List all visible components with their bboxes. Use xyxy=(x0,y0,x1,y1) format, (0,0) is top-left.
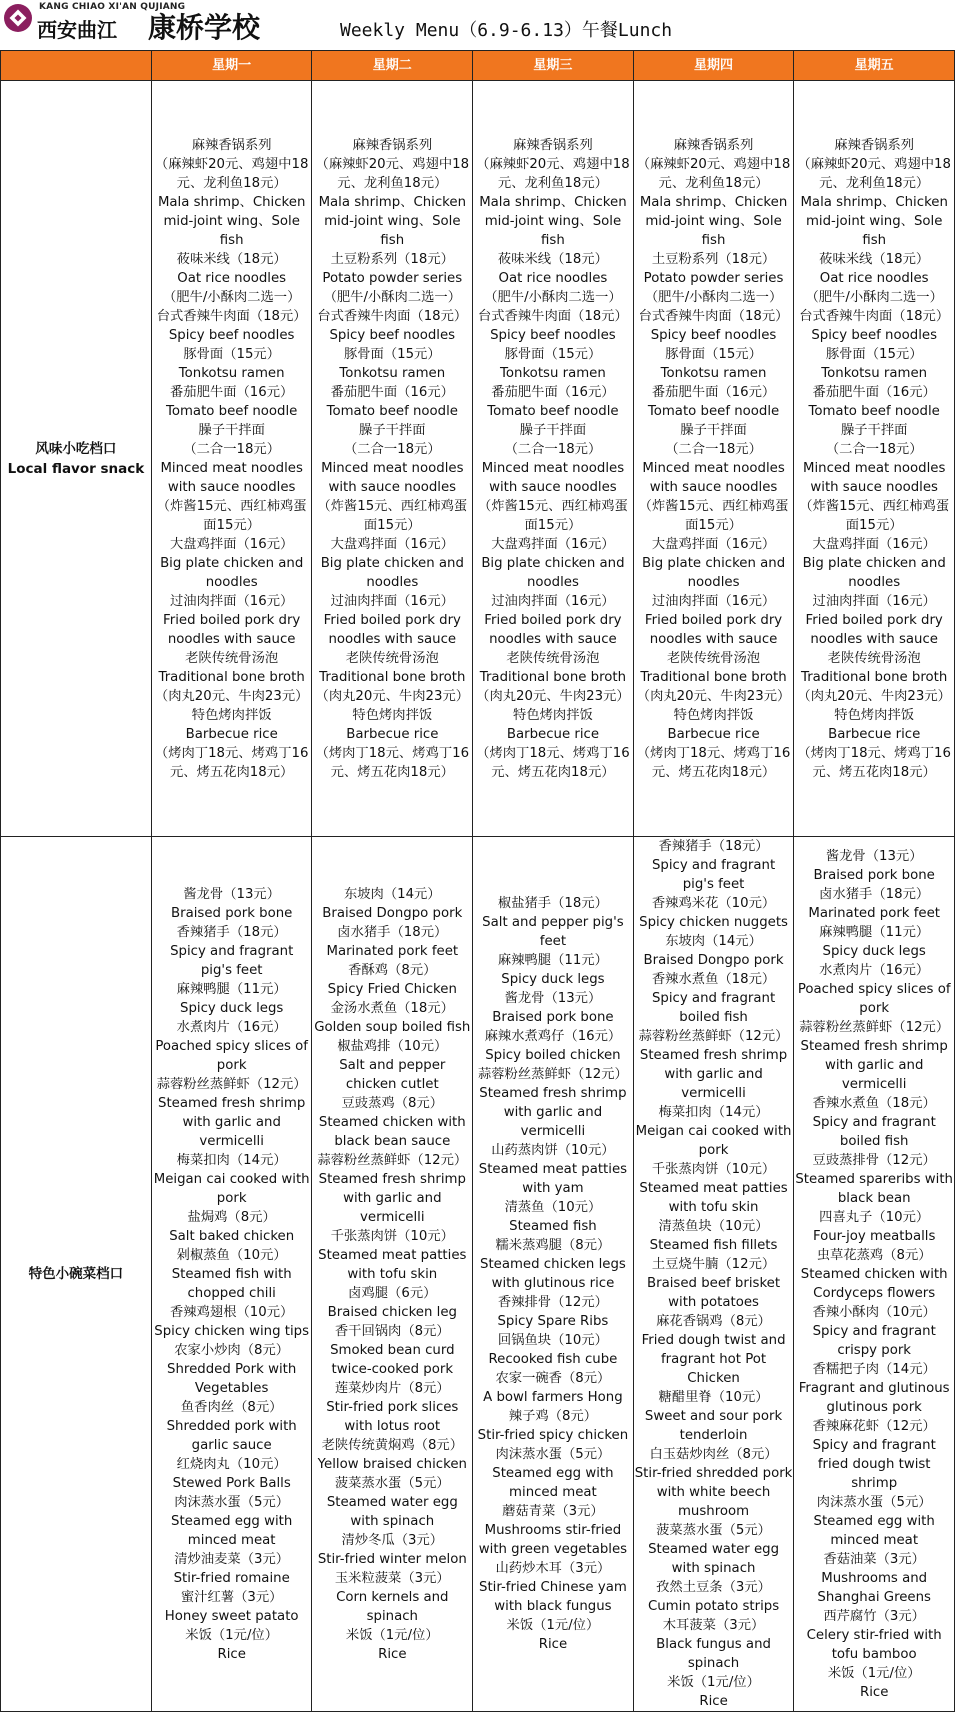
page-title: Weekly Menu（6.9-6.13）午餐Lunch xyxy=(340,20,673,41)
day-header-fri: 星期五 xyxy=(794,51,955,81)
logo-chinese-text-b: 康桥学校 xyxy=(148,11,261,44)
day-header-thu: 星期四 xyxy=(633,51,794,81)
day-header-mon: 星期一 xyxy=(151,51,312,81)
menu-cell-snack-thu: 麻辣香锅系列 （麻辣虾20元、鸡翅中18元、龙利鱼18元） Mala shrimp、Chicken mid-joint wing、Sole fish 土豆粉系列（18元） Potato powder series （肥牛/小酥肉二选一） 台式香辣牛肉面（18元） Spicy beef noodles 豚骨面（15元） Tonkotsu ramen 番茄肥牛面（16元） Tomato beef noodle 臊子干拌面 （二合一18元） Minced meat noodles with sauce noodles （炸酱15元、西红柿鸡蛋面15元） 大盘鸡拌面（16元） Big plate chicken and noodles 过油肉拌面（16元） Fried boiled pork dry noodles with sauce 老陕传统骨汤泡 Traditional bone broth （肉丸20元、牛肉23元） 特色烤肉拌饭 Barbecue rice （烤肉丁18元、烤鸡丁16元、烤五花肉18元） xyxy=(633,81,794,837)
page-header xyxy=(0,0,955,50)
menu-cell-snack-wed: 麻辣香锅系列 （麻辣虾20元、鸡翅中18元、龙利鱼18元） Mala shrimp、Chicken mid-joint wing、Sole fish 莜味米线（18元） Oat rice noodles （肥牛/小酥肉二选一） 台式香辣牛肉面（18元） Spicy beef noodles 豚骨面（15元） Tonkotsu ramen 番茄肥牛面（16元） Tomato beef noodle 臊子干拌面 （二合一18元） Minced meat noodles with sauce noodles （炸酱15元、西红柿鸡蛋面15元） 大盘鸡拌面（16元） Big plate chicken and noodles 过油肉拌面（16元） Fried boiled pork dry noodles with sauce 老陕传统骨汤泡 Traditional bone broth （肉丸20元、牛肉23元） 特色烤肉拌饭 Barbecue rice （烤肉丁18元、烤鸡丁16元、烤五花肉18元） xyxy=(473,81,634,837)
small-bowl-stall-row xyxy=(1,837,955,1712)
category-snack-stall: 风味小吃档口 Local flavor snack xyxy=(1,81,152,837)
menu-cell-snack-fri: 麻辣香锅系列 （麻辣虾20元、鸡翅中18元、龙利鱼18元） Mala shrimp、Chicken mid-joint wing、Sole fish 莜味米线（18元） Oat rice noodles （肥牛/小酥肉二选一） 台式香辣牛肉面（18元） Spicy beef noodles 豚骨面（15元） Tonkotsu ramen 番茄肥牛面（16元） Tomato beef noodle 臊子干拌面 （二合一18元） Minced meat noodles with sauce noodles （炸酱15元、西红柿鸡蛋面15元） 大盘鸡拌面（16元） Big plate chicken and noodles 过油肉拌面（16元） Fried boiled pork dry noodles with sauce 老陕传统骨汤泡 Traditional bone broth （肉丸20元、牛肉23元） 特色烤肉拌饭 Barbecue rice （烤肉丁18元、烤鸡丁16元、烤五花肉18元） xyxy=(794,81,955,837)
snack-stall-row xyxy=(1,81,955,837)
menu-cell-bowl-mon: 酱龙骨（13元） Braised pork bone 香辣猪手（18元） Spicy and fragrant pig's feet 麻辣鸭腿（11元） Spicy duck legs 水煮肉片（16元） Poached spicy slices of pork 蒜蓉粉丝蒸鲜虾（12元） Steamed fresh shrimp with garlic and vermicelli 梅菜扣肉（14元） Meigan cai cooked with pork 盐焗鸡（8元） Salt baked chicken 剁椒蒸鱼（10元） Steamed fish with chopped chili 香辣鸡翅根（10元） Spicy chicken wing tips 农家小炒肉（8元） Shredded Pork with Vegetables 鱼香肉丝（8元） Shredded pork with garlic sauce 红烧肉丸（10元） Stewed Pork Balls 肉沫蒸水蛋（5元） Steamed egg with minced meat 清炒油麦菜（3元） Stir-fried romaine 蜜汁红薯（3元） Honey sweet patato 米饭（1元/位） Rice xyxy=(151,837,312,1712)
day-header-wed: 星期三 xyxy=(473,51,634,81)
menu-cell-bowl-thu: 香辣猪手（18元） Spicy and fragrant pig's feet 香辣鸡米花（10元） Spicy chicken nuggets 东坡肉（14元） Braised Dongpo pork 香辣水煮鱼（18元） Spicy and fragrant boiled fish 蒜蓉粉丝蒸鲜虾（12元） Steamed fresh shrimp with garlic and vermicelli 梅菜扣肉（14元） Meigan cai cooked with pork 千张蒸肉饼（10元） Steamed meat patties with tofu skin 清蒸鱼块（10元） Steamed fish fillets 土豆烧牛腩（12元） Braised beef brisket with potatoes 麻花香锅鸡（8元） Fried dough twist and fragrant hot Pot Chicken 糖醋里脊（10元） Sweet and sour pork tenderloin 白玉菇炒肉丝（8元） Stir-fried shredded pork with white beech mushroom 菠菜蒸水蛋（5元） Steamed water egg with spinach 孜然土豆条（3元） Cumin potato strips 木耳菠菜（3元） Black fungus and spinach 米饭（1元/位） Rice xyxy=(633,837,794,1712)
school-logo-icon xyxy=(3,3,33,33)
category-small-bowl-stall: 特色小碗菜档口 xyxy=(1,837,152,1712)
logo-english-text: KANG CHIAO XI'AN QUJIANG xyxy=(39,2,186,12)
corner-cell xyxy=(1,51,152,81)
menu-cell-bowl-tue: 东坡肉（14元） Braised Dongpo pork 卤水猪手（18元） Marinated pork feet 香酥鸡（8元） Spicy Fried Chicken 金汤水煮鱼（18元） Golden soup boiled fish 椒盐鸡排（10元） Salt and pepper chicken cutlet 豆豉蒸鸡（8元） Steamed chicken with black bean sauce 蒜蓉粉丝蒸鲜虾（12元） Steamed fresh shrimp with garlic and vermicelli 千张蒸肉饼（10元） Steamed meat patties with tofu skin 卤鸡腿（6元） Braised chicken leg 香干回锅肉（8元） Smoked bean curd twice-cooked pork 莲菜炒肉片（8元） Stir-fried pork slices with lotus root 老陕传统黄焖鸡（8元） Yellow braised chicken 菠菜蒸水蛋（5元） Steamed water egg with spinach 清炒冬瓜（3元） Stir-fried winter melon 玉米粒菠菜（3元） Corn kernels and spinach 米饭（1元/位） Rice xyxy=(312,837,473,1712)
day-header-tue: 星期二 xyxy=(312,51,473,81)
day-header-row xyxy=(1,51,955,81)
menu-cell-snack-tue: 麻辣香锅系列 （麻辣虾20元、鸡翅中18元、龙利鱼18元） Mala shrimp、Chicken mid-joint wing、Sole fish 土豆粉系列（18元） Potato powder series （肥牛/小酥肉二选一） 台式香辣牛肉面（18元） Spicy beef noodles 豚骨面（15元） Tonkotsu ramen 番茄肥牛面（16元） Tomato beef noodle 臊子干拌面 （二合一18元） Minced meat noodles with sauce noodles （炸酱15元、西红柿鸡蛋面15元） 大盘鸡拌面（16元） Big plate chicken and noodles 过油肉拌面（16元） Fried boiled pork dry noodles with sauce 老陕传统骨汤泡 Traditional bone broth （肉丸20元、牛肉23元） 特色烤肉拌饭 Barbecue rice （烤肉丁18元、烤鸡丁16元、烤五花肉18元） xyxy=(312,81,473,837)
menu-table xyxy=(0,50,955,1712)
menu-cell-bowl-wed: 椒盐猪手（18元） Salt and pepper pig's feet 麻辣鸭腿（11元） Spicy duck legs 酱龙骨（13元） Braised pork bone 麻辣水煮鸡仔（16元） Spicy boiled chicken 蒜蓉粉丝蒸鲜虾（12元） Steamed fresh shrimp with garlic and vermicelli 山药蒸肉饼（10元） Steamed meat patties with yam 清蒸鱼（10元） Steamed fish 糯米蒸鸡腿（8元） Steamed chicken legs with glutinous rice 香辣排骨（12元） Spicy Spare Ribs 回锅鱼块（10元） Recooked fish cube 农家一碗香（8元） A bowl farmers Hong 辣子鸡（8元） Stir-fried spicy chicken 肉沫蒸水蛋（5元） Steamed egg with minced meat 蘑菇青菜（3元） Mushrooms stir-fried with green vegetables 山药炒木耳（3元） Stir-fried Chinese yam with black fungus 米饭（1元/位） Rice xyxy=(473,837,634,1712)
logo-chinese-text-a: 西安曲江 xyxy=(37,18,117,42)
menu-cell-bowl-fri: 酱龙骨（13元） Braised pork bone 卤水猪手（18元） Marinated pork feet 麻辣鸭腿（11元） Spicy duck legs 水煮肉片（16元） Poached spicy slices of pork 蒜蓉粉丝蒸鲜虾（12元） Steamed fresh shrimp with garlic and vermicelli 香辣水煮鱼（18元） Spicy and fragrant boiled fish 豆豉蒸排骨（12元） Steamed spareribs with black bean 四喜丸子（10元） Four-joy meatballs 虫草花蒸鸡（8元） Steamed chicken with Cordyceps flowers 香辣小酥肉（10元） Spicy and fragrant crispy pork 香糯把子肉（14元） Fragrant and glutinous glutinous pork 香辣麻花虾（12元） Spicy and fragrant fried dough twist shrimp 肉沫蒸水蛋（5元） Steamed egg with minced meat 香菇油菜（3元） Mushrooms and Shanghai Greens 西芹腐竹（3元） Celery stir-fried with tofu bamboo 米饭（1元/位） Rice xyxy=(794,837,955,1712)
menu-cell-snack-mon: 麻辣香锅系列 （麻辣虾20元、鸡翅中18元、龙利鱼18元） Mala shrimp、Chicken mid-joint wing、Sole fish 莜味米线（18元） Oat rice noodles （肥牛/小酥肉二选一） 台式香辣牛肉面（18元） Spicy beef noodles 豚骨面（15元） Tonkotsu ramen 番茄肥牛面（16元） Tomato beef noodle 臊子干拌面 （二合一18元） Minced meat noodles with sauce noodles （炸酱15元、西红柿鸡蛋面15元） 大盘鸡拌面（16元） Big plate chicken and noodles 过油肉拌面（16元） Fried boiled pork dry noodles with sauce 老陕传统骨汤泡 Traditional bone broth （肉丸20元、牛肉23元） 特色烤肉拌饭 Barbecue rice （烤肉丁18元、烤鸡丁16元、烤五花肉18元） xyxy=(151,81,312,837)
